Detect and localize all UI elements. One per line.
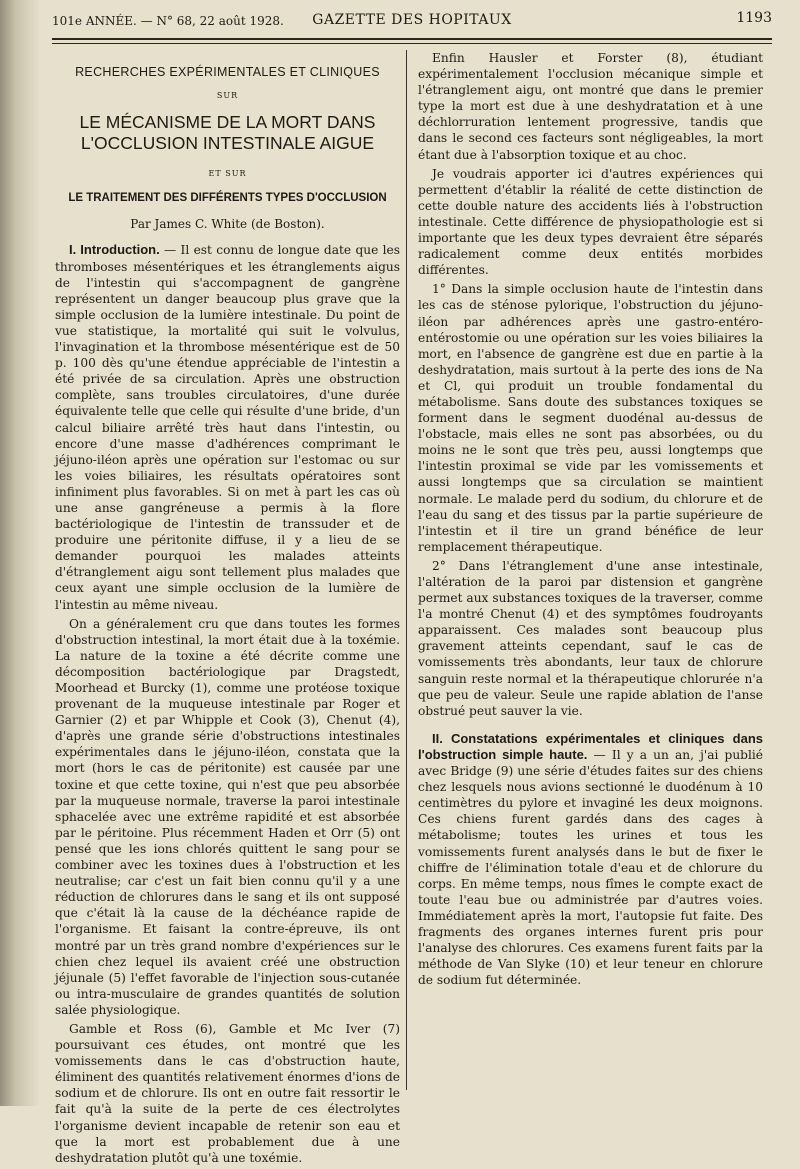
page-header: [52, 8, 772, 36]
article-title: LE MÉCANISME DE LA MORT DANS L'OCCLUSION INTESTINALE AIGUE: [79, 112, 376, 154]
intro-paragraph-5: Je voudrais apporter ici d'autres expériences qui permettent d'établir la réalité de cette distinction de cette double nature des accidents liés à l'obstruction intestinale. Cette différence de physiopathologie est si importante que les deux types devraient être séparés radicalement comme deux entités morbides différentes.: [418, 166, 763, 278]
page-number: 1193: [736, 10, 772, 26]
intro-paragraph-1: [55, 242, 400, 612]
binding-shadow: [0, 0, 40, 1106]
intro-paragraph-3: Gamble et Ross (6), Gamble et Mc Iver (7) poursuivant ces études, ont montré que les vomissements dans le cas d'obstruction haute, éliminent des quantités relativement énormes d'ions de sodium et de chlorure. Ils ont en outre fait ressortir le fait qu'à la suite de la perte de ces électrolytes l'organisme devient incapable de retenir son eau et que la mort est probablement due à une deshydratation plutôt qu'à une toxémie.: [55, 1021, 400, 1165]
section-header: RECHERCHES EXPÉRIMENTALES ET CLINIQUES: [75, 65, 380, 79]
intro-heading: I. Introduction.: [69, 242, 160, 258]
article-subtitle: LE TRAITEMENT DES DIFFÉRENTS TYPES D'OCCLUSION: [68, 192, 387, 205]
intro-paragraph-6: 1° Dans la simple occlusion haute de l'intestin dans les cas de sténose pylorique, l'obstruction du jéjuno-iléon par adhérences après une gastro-entéro-entérostomie ou une opération sur les voies biliaires la mort, en l'absence de gangrène est due en partie à la deshydratation, mais surtout à la perte des ions de Na et Cl, qui produit un trouble fondamental du métabolisme. Sans doute des substances toxiques se forment dans le segment duodénal au-dessus de l'obstacle, mais elles ne sont pas absorbées, ou du moins ne le sont que très peu, aussi longtemps que l'intestin proximal se vide par les vomissements et aussi longtemps que sa circulation se maintient normale. Le malade perd du sodium, du chlorure et de l'eau du sang et des tissus par la partie supérieure de l'intestin et il tire un grand bénéfice de leur remplacement thérapeutique.: [418, 282, 763, 554]
intro-paragraph-2: On a généralement cru que dans toutes les formes d'obstruction intestinal, la mort était due à la toxémie. La nature de la toxine a été décrite comme une décomposition bactériologique par Dragstedt, Moorhead et Burcky (1), comme une protéose toxique provenant de la muqueuse intestinale par Roger et Garnier (2) et par Whipple et Cook (3), Chenut (4), d'après une grande série d'obstructions intestinales expérimentales dans le jéjuno-iléon, constata que la mort (hors le cas de péritonite) est causée par une toxine et que cette toxine, qui n'est que peu absorbée par la muqueuse normale, traverse la paroi intestinale sphacelée avec une extrême rapidité et est absorbée par le péritoine. Plus récemment Haden et Orr (5) ont pensé que les ions chlorés quittent le sang pour se combiner avec les toxines dues à l'obstruction et les neutralise; car c'est un fait bien connu qu'il y a une réduction de chlorures dans le sang et ils ont supposé que c'était là la cause de la déchéance rapide de l'organisme. Et faisant la contre-épreuve, ils ont montré par un très grand nombre d'expériences sur le chien chez lequel ils avaient créé une obstruction jéjunale (5) l'effet favorable de l'injection sous-cutanée ou intra-musculaire de grandes quantités de solution salée physiologique.: [55, 616, 400, 1017]
header-rule-thick: [52, 38, 772, 40]
column-divider: [406, 50, 407, 1090]
sur-label: SUR: [216, 91, 239, 101]
intro-paragraph-4: Enfin Hausler et Forster (8), étudiant expérimentalement l'occlusion mécanique simple et l'étranglement aigu, ont montré que dans le premier type la mort est due à une deshydratation et à une déchlorruration lentement progressive, tandis que dans le second ces facteurs sont négligeables, la mort étant due à l'absorption toxique et au choc.: [418, 51, 763, 162]
left-column: [55, 50, 400, 1169]
right-column: [418, 50, 763, 991]
header-rule-thin: [52, 43, 772, 44]
intro-paragraph-7: 2° Dans l'étranglement d'une anse intestinale, l'altération de la paroi par distension et gangrène permet aux substances toxiques de la traverser, comme l'a montré Chenut (4) et des symptômes foudroyants apparaissent. Ces malades sont beaucoup plus gravement atteints cependant, sauf le cas de vomissements très abondants, leur taux de chlorure sanguin reste normal et la thérapeutique chlorurée n'a que peu de valeur. Seule une rapide ablation de l'anse obstrué peut sauver la vie.: [418, 558, 763, 718]
section-2-text: — Il y a un an, j'ai publié avec Bridge (9) une série d'études faites sur des chiens chez lesquels nous avions sectionné le duodénum à 10 centimètres du pylore et invaginé les deux moignons. Ces chiens furent gardés dans des cages à métabolisme; toutes les urines et tous les vomissements furent analysés dans le but de fixer le chiffre de l'élimination totale d'eau et de chlorure du corps. En même temps, nous fîmes le compte exact de toute l'eau bue ou administrée par d'autres voies. Immédiatement après la mort, l'autopsie fut faite. Des fragments des organes internes furent pris pour l'analyse des chlorures. Ces examens furent faits par la méthode de Van Slyke (10) et leur teneur en chlorure de sodium fut déterminée.: [418, 747, 763, 988]
author-line: Par James C. White (de Boston).: [130, 217, 325, 232]
section-2-heading: II. Constatations expérimentales et cliniques dans l'obstruction simple haute.: [418, 730, 763, 762]
et-sur-label: ET SUR: [208, 169, 247, 179]
section-2-paragraph: [418, 731, 763, 989]
journal-title: GAZETTE DES HOPITAUX: [312, 12, 512, 28]
issue-info: 101e ANNÉE. — N° 68, 22 août 1928.: [52, 14, 284, 28]
intro-text: — Il est connu de longue date que les thromboses mésentériques et les étranglements aigus de l'intestin qui s'accompagnent de gangrène représentent un danger beaucoup plus grave que la simple occlusion de la lumière intestinale. Du point de vue statistique, la mortalité qui suit le volvulus, l'invagination et la thrombose mésentérique est de 50 p. 100 dès qu'une étendue appréciable de l'intestin a été privée de sa circulation. Après une obstruction complète, sans troubles circulatoires, d'une durée équivalente telle que celle qui résulte d'une bride, d'un calcul biliaire arrêté très haut dans l'intestin, ou encore d'une masse d'adhérences comprimant le jéjuno-iléon après une opération sur l'estomac ou sur les voies biliaires, les résultats opératoires sont infiniment plus favorables. Si on met à part les cas où une anse gangréneuse a permis à la flore bactériologique de l'intestin de transsuder et de produire une péritonite diffuse, il y a lieu de se demander pourquoi les malades atteints d'étranglement aigu sont tellement plus malades que ceux ayant une simple occlusion de la lumière de l'intestin au même niveau.: [55, 243, 400, 612]
